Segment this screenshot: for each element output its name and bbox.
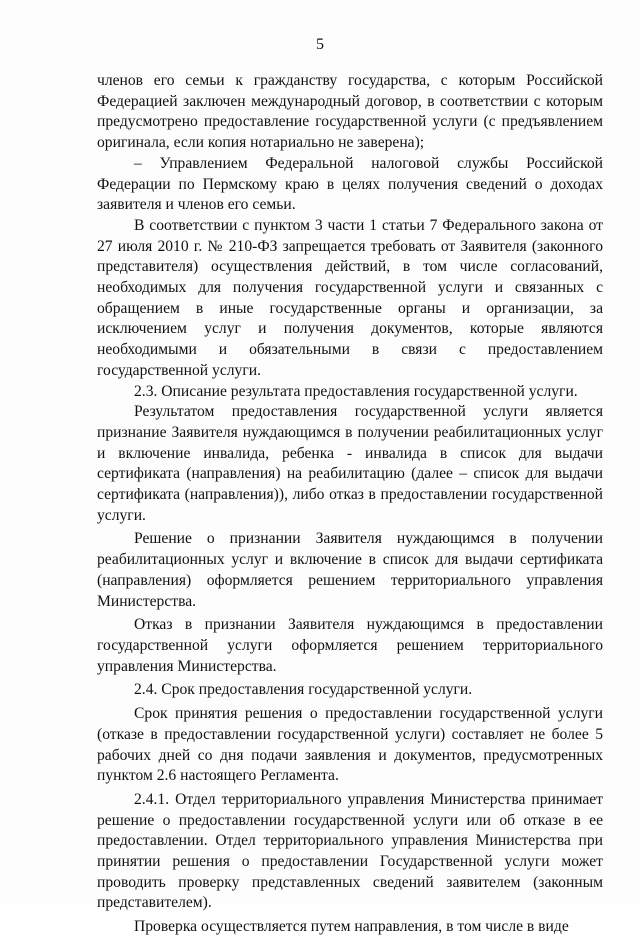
section-heading-2-4: 2.4. Срок предоставления государственной услуги. <box>134 681 473 699</box>
section-heading-2-3: 2.3. Описание результата предоставления государственной услуги. <box>134 382 578 400</box>
page-number: 5 <box>316 36 324 53</box>
paragraph-verification: Проверка осуществляется путем направления, в том числе в виде <box>134 918 569 936</box>
paragraph-result: Результатом предоставления государственной услуги является признание Заявителя нуждающимся в получении реабилитационных услуг и включение инвалида, ребенка - инвалида в список для выдачи сертификата (направления) на реабилитацию (далее – список для выдачи сертификата (направления)), либо отказ в предоставлении государственной услуги. <box>97 403 603 524</box>
paragraph-federal-law: В соответствии с пунктом 3 части 1 статьи 7 Федерального закона от 27 июля 2010 г. № 210-ФЗ запрещается требовать от Заявителя (законного представителя) осуществления действий, в том числе согласований, необходимых для получения государственной услуги и связанных с обращением в иные государственные органы и организации, за исключением услуг и получения документов, которые являются необходимыми и обязательными в связи с предоставлением государственной услуги. <box>97 216 603 379</box>
paragraph-decision: Решение о признании Заявителя нуждающимся в получении реабилитационных услуг и включение в список для выдачи сертификата (направления) оформляется решением территориального управления Министерства. <box>97 530 603 610</box>
document-body <box>97 71 603 938</box>
paragraph-continuation: членов его семьи к гражданству государства, с которым Российской Федерацией заключен международный договор, в соответствии с которым предусмотрено предоставление государственной услуги (с предъявлением оригинала, если копия нотариально не заверена); <box>97 72 603 152</box>
paragraph-deadline: Срок принятия решения о предоставлении государственной услуги (отказе в предоставлении государственной услуги) составляет не более 5 рабочих дней со дня подачи заявления и документов, предусмотренных пунктом 2.6 настоящего Регламента. <box>97 705 603 785</box>
paragraph-refusal: Отказ в признании Заявителя нуждающимся в предоставлении государственной услуги оформляется решением территориального управления Министерства. <box>97 616 603 675</box>
paragraph-2-4-1: 2.4.1. Отдел территориального управления Министерства принимает решение о предоставлении государственной услуги или об отказе в ее предоставлении. Отдел территориального управления Министерства при принятии решения о предоставлении Государственной услуги может проводить проверку представленных сведений заявителем (законным представителем). <box>97 790 603 912</box>
paragraph-tax-service: – Управлением Федеральной налоговой службы Российской Федерации по Пермскому краю в целях получения сведений о доходах заявителя и членов его семьи. <box>97 154 603 214</box>
